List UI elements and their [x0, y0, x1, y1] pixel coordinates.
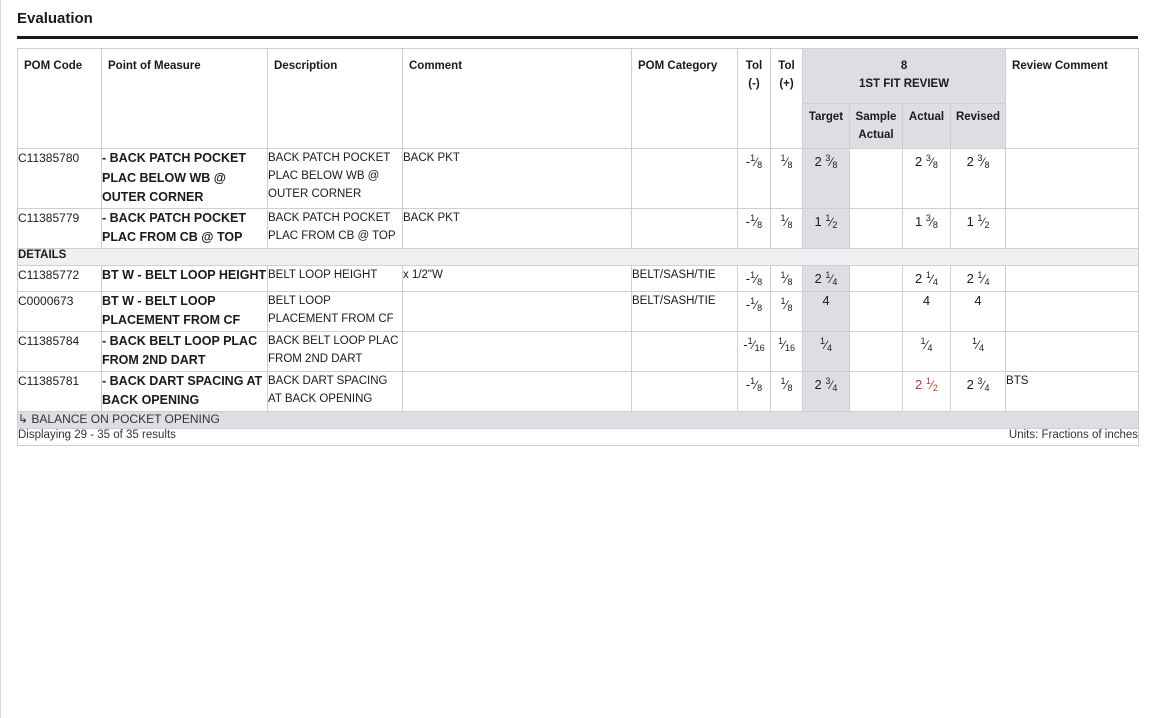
target-cell: 2 $^3⁄_4$: [803, 371, 850, 411]
col-header-sample-actual[interactable]: Sample Actual: [850, 104, 903, 149]
pom-code-cell: C11385780: [18, 149, 102, 209]
point-of-measure-cell: - BACK DART SPACING AT BACK OPENING: [102, 371, 268, 411]
review-comment-cell: [1006, 149, 1139, 209]
review-comment-cell: [1006, 208, 1139, 248]
review-comment-cell: [1006, 265, 1139, 291]
review-comment-cell: [1006, 331, 1139, 371]
section-label: DETAILS: [18, 248, 1139, 265]
revised-cell: 2 $^1⁄_4$: [951, 265, 1006, 291]
balance-note: ↳ BALANCE ON POCKET OPENING: [18, 411, 1139, 428]
actual-cell: 2 $^3⁄_8$: [903, 149, 951, 209]
pom-category-cell: [632, 371, 738, 411]
point-of-measure-cell: - BACK PATCH POCKET PLAC FROM CB @ TOP: [102, 208, 268, 248]
col-header-pom-category[interactable]: POM Category: [632, 49, 738, 149]
comment-cell: BACK PKT: [403, 208, 632, 248]
section-header-details: [18, 248, 1139, 265]
col-header-revised[interactable]: Revised: [951, 104, 1006, 149]
tol-plus-cell: $^1⁄_8$: [771, 291, 803, 331]
title-divider: [17, 36, 1138, 39]
target-cell: 2 $^1⁄_4$: [803, 265, 850, 291]
pom-category-cell: [632, 149, 738, 209]
description-cell: BACK PATCH POCKET PLAC FROM CB @ TOP: [268, 208, 403, 248]
table-row[interactable]: [18, 265, 1139, 291]
description-cell: BELT LOOP HEIGHT: [268, 265, 403, 291]
target-cell: $^1⁄_4$: [803, 331, 850, 371]
target-cell: 1 $^1⁄_2$: [803, 208, 850, 248]
review-comment-cell: [1006, 291, 1139, 331]
window-edge: [0, 0, 1, 718]
revised-cell: $^1⁄_4$: [951, 331, 1006, 371]
tol-minus-cell: $-^1⁄_8$: [738, 149, 771, 209]
units-label: Units: Fractions of inches: [1008, 428, 1139, 441]
revised-cell: 4: [951, 291, 1006, 331]
actual-cell: 2 $^1⁄_4$: [903, 265, 951, 291]
col-header-tol-plus[interactable]: [771, 49, 803, 149]
comment-cell: x 1/2"W: [403, 265, 632, 291]
tol-minus-label: Tol: [745, 60, 763, 72]
pom-category-cell: BELT/SASH/TIE: [632, 265, 738, 291]
actual-cell: 1 $^3⁄_8$: [903, 208, 951, 248]
tol-plus-cell: $^1⁄_8$: [771, 149, 803, 209]
evaluation-grid: [17, 48, 1138, 446]
col-group-fit-review: [803, 49, 1006, 104]
page-title: Evaluation: [17, 10, 93, 27]
tol-plus-cell: $^1⁄_8$: [771, 265, 803, 291]
point-of-measure-cell: - BACK PATCH POCKET PLAC BELOW WB @ OUTER CORNER: [102, 149, 268, 209]
col-header-description[interactable]: Description: [268, 49, 403, 149]
col-header-point-of-measure[interactable]: Point of Measure: [102, 49, 268, 149]
sample-actual-cell: [850, 291, 903, 331]
results-count: Displaying 29 - 35 of 35 results: [18, 428, 176, 441]
tol-minus-cell: $-^1⁄_8$: [738, 291, 771, 331]
tol-minus-cell: $-^1⁄_8$: [738, 265, 771, 291]
revised-cell: 2 $^3⁄_8$: [951, 149, 1006, 209]
revised-cell: 1 $^1⁄_2$: [951, 208, 1006, 248]
sample-actual-cell: [850, 208, 903, 248]
point-of-measure-cell: BT W - BELT LOOP HEIGHT: [102, 265, 268, 291]
pom-code-cell: C11385772: [18, 265, 102, 291]
description-cell: BELT LOOP PLACEMENT FROM CF: [268, 291, 403, 331]
pom-code-cell: C11385779: [18, 208, 102, 248]
pom-category-cell: BELT/SASH/TIE: [632, 291, 738, 331]
target-cell: 4: [803, 291, 850, 331]
table-row[interactable]: [18, 208, 1139, 248]
table-footer: [18, 428, 1139, 445]
sample-actual-cell: [850, 331, 903, 371]
table-row[interactable]: [18, 371, 1139, 411]
description-cell: BACK PATCH POCKET PLAC BELOW WB @ OUTER CORNER: [268, 149, 403, 209]
table-row[interactable]: [18, 149, 1139, 209]
actual-cell: $^1⁄_4$: [903, 331, 951, 371]
tol-plus-cell: $^1⁄_8$: [771, 208, 803, 248]
table-row[interactable]: [18, 331, 1139, 371]
tol-plus-sign: (+): [779, 78, 794, 90]
pom-code-cell: C0000673: [18, 291, 102, 331]
sample-actual-cell: [850, 149, 903, 209]
tol-plus-label: Tol: [778, 60, 795, 72]
col-header-tol-minus[interactable]: [738, 49, 771, 149]
tol-minus-cell: $-^1⁄_{16}$: [738, 331, 771, 371]
comment-cell: BACK PKT: [403, 149, 632, 209]
sample-actual-cell: [850, 265, 903, 291]
sample-actual-cell: [850, 371, 903, 411]
pom-code-cell: C11385784: [18, 331, 102, 371]
tol-minus-cell: $-^1⁄_8$: [738, 371, 771, 411]
point-of-measure-cell: BT W - BELT LOOP PLACEMENT FROM CF: [102, 291, 268, 331]
col-header-review-comment[interactable]: Review Comment: [1006, 49, 1139, 149]
review-comment-cell: BTS: [1006, 371, 1139, 411]
col-header-pom-code[interactable]: POM Code: [18, 49, 102, 149]
col-header-actual[interactable]: Actual: [903, 104, 951, 149]
table-row[interactable]: [18, 291, 1139, 331]
target-cell: 2 $^3⁄_8$: [803, 149, 850, 209]
description-cell: BACK BELT LOOP PLAC FROM 2ND DART: [268, 331, 403, 371]
tol-minus-cell: $-^1⁄_8$: [738, 208, 771, 248]
evaluation-table: [17, 48, 1139, 446]
comment-cell: [403, 371, 632, 411]
balance-note-row: [18, 411, 1139, 428]
actual-cell: 4: [903, 291, 951, 331]
tol-minus-sign: (-): [748, 78, 760, 90]
comment-cell: [403, 331, 632, 371]
tol-plus-cell: $^1⁄_{16}$: [771, 331, 803, 371]
fit-review-number: 8: [900, 60, 908, 72]
point-of-measure-cell: - BACK BELT LOOP PLAC FROM 2ND DART: [102, 331, 268, 371]
description-cell: BACK DART SPACING AT BACK OPENING: [268, 371, 403, 411]
revised-cell: 2 $^3⁄_4$: [951, 371, 1006, 411]
pom-category-cell: [632, 331, 738, 371]
col-header-target[interactable]: Target: [803, 104, 850, 149]
fit-review-label: 1ST FIT REVIEW: [858, 78, 950, 90]
tol-plus-cell: $^1⁄_8$: [771, 371, 803, 411]
actual-cell: 2 $^1⁄_2$: [903, 371, 951, 411]
col-header-comment[interactable]: Comment: [403, 49, 632, 149]
pom-code-cell: C11385781: [18, 371, 102, 411]
comment-cell: [403, 291, 632, 331]
pom-category-cell: [632, 208, 738, 248]
